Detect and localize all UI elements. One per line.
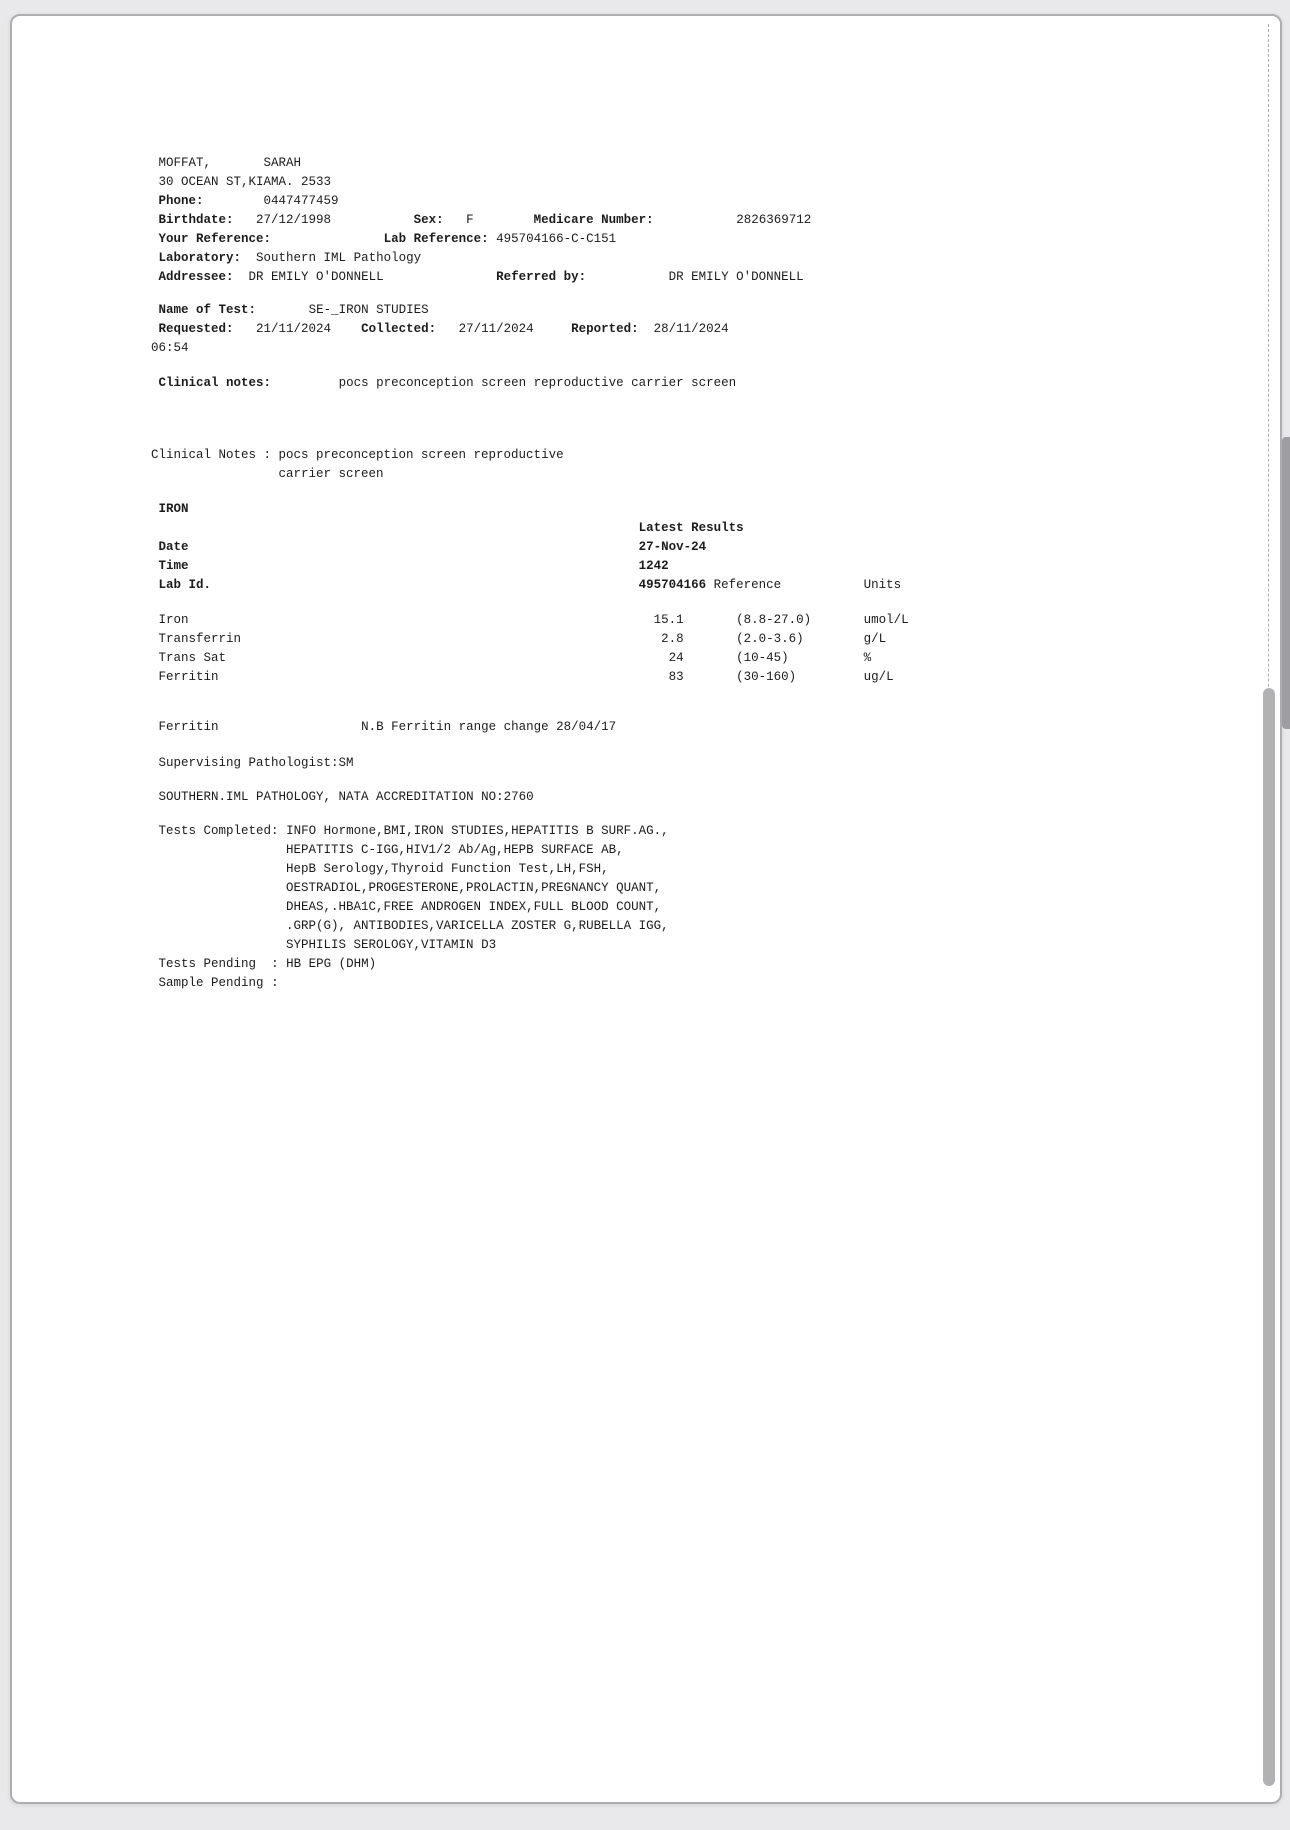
document-text: MOFFAT, xyxy=(158,156,212,170)
document-text: Phone: xyxy=(158,194,204,208)
document-text: 15.1 xyxy=(653,613,684,627)
document-text: Tests Completed: xyxy=(158,824,279,838)
document-text: OESTRADIOL,PROGESTERONE,PROLACTIN,PREGNANCY QUANT, xyxy=(286,881,662,895)
document-text: Sample Pending xyxy=(158,976,264,990)
document-text: N.B Ferritin range change 28/04/17 xyxy=(361,720,617,734)
document-text: 27/12/1998 xyxy=(256,213,332,227)
document-text: 0447477459 xyxy=(263,194,339,208)
document-text: Trans Sat xyxy=(158,651,227,665)
document-text: g/L xyxy=(863,632,887,646)
document-text: Clinical notes: xyxy=(158,376,272,390)
document-text: : xyxy=(271,976,279,990)
document-text: Referred by: xyxy=(496,270,587,284)
document-text: Requested: xyxy=(158,322,234,336)
document-text: ug/L xyxy=(863,670,894,684)
document-text: (8.8-27.0) xyxy=(736,613,812,627)
document-text: SOUTHERN.IML PATHOLOGY, NATA ACCREDITATION NO:2760 xyxy=(158,790,534,804)
document-text: SE-_IRON STUDIES xyxy=(308,303,429,317)
document-text: Laboratory: xyxy=(158,251,242,265)
report-card xyxy=(10,14,1282,1804)
document-text: 06:54 xyxy=(151,341,189,355)
document-text: Name of Test: xyxy=(158,303,257,317)
document-text: DHEAS,.HBA1C,FREE ANDROGEN INDEX,FULL BLOOD COUNT, xyxy=(286,900,662,914)
document-text: 30 OCEAN ST,KIAMA. 2533 xyxy=(158,175,332,189)
document-text: 495704166-C-C151 xyxy=(496,232,617,246)
document-text: Ferritin xyxy=(158,720,219,734)
document-text: 24 xyxy=(668,651,684,665)
document-text: Iron xyxy=(158,613,189,627)
document-text: SYPHILIS SEROLOGY,VITAMIN D3 xyxy=(286,938,497,952)
document-text: 21/11/2024 xyxy=(256,322,332,336)
document-text: umol/L xyxy=(863,613,909,627)
document-text: Medicare Number: xyxy=(533,213,654,227)
document-text: (2.0-3.6) xyxy=(736,632,804,646)
document-text: 2.8 xyxy=(661,632,684,646)
document-text: 1242 xyxy=(638,559,669,573)
document-text: HepB Serology,Thyroid Function Test,LH,FSH, xyxy=(286,862,609,876)
document-text: Your Reference: xyxy=(158,232,272,246)
document-text: Sex: xyxy=(413,213,444,227)
document-text: (30-160) xyxy=(736,670,797,684)
document-text: pocs preconception screen reproductive carrier screen xyxy=(338,376,737,390)
document-text: F xyxy=(466,213,474,227)
document-text: Tests Pending xyxy=(158,957,257,971)
document-text: Southern IML Pathology xyxy=(256,251,422,265)
document-text: SARAH xyxy=(263,156,302,170)
document-text: Clinical Notes : pocs preconception screen reproductive xyxy=(151,448,564,462)
document-text: Time xyxy=(158,559,189,573)
document-text: (10-45) xyxy=(736,651,789,665)
inner-scrollbar-thumb[interactable] xyxy=(1263,688,1275,1786)
document-text: DR EMILY O'DONNELL xyxy=(248,270,384,284)
document-text: HB EPG (DHM) xyxy=(286,957,377,971)
document-text: Collected: xyxy=(361,322,437,336)
document-text: Reported: xyxy=(571,322,639,336)
document-text: Latest Results xyxy=(638,521,744,535)
document-text: % xyxy=(863,651,872,665)
document-text: Transferrin xyxy=(158,632,242,646)
document-text: INFO Hormone,BMI,IRON STUDIES,HEPATITIS B SURF.AG., xyxy=(286,824,669,838)
scrollbar-thumb[interactable] xyxy=(1282,437,1290,729)
document-text: Reference xyxy=(713,578,782,592)
document-text: 83 xyxy=(668,670,684,684)
document-text: Addressee: xyxy=(158,270,234,284)
document-text: Supervising Pathologist:SM xyxy=(158,756,354,770)
document-text: 28/11/2024 xyxy=(653,322,729,336)
document-text: 495704166 xyxy=(638,578,707,592)
document-text: : xyxy=(271,957,279,971)
document-text: DR EMILY O'DONNELL xyxy=(668,270,804,284)
document-text: Ferritin xyxy=(158,670,219,684)
document-text: Lab Reference: xyxy=(383,232,489,246)
document-text: Lab Id. xyxy=(158,578,212,592)
document-text: 27/11/2024 xyxy=(458,322,534,336)
document-text: .GRP(G), ANTIBODIES,VARICELLA ZOSTER G,RUBELLA IGG, xyxy=(286,919,669,933)
document-text: Units xyxy=(863,578,902,592)
document-text: HEPATITIS C-IGG,HIV1/2 Ab/Ag,HEPB SURFACE AB, xyxy=(286,843,624,857)
document-text: Date xyxy=(158,540,189,554)
document-text: carrier screen xyxy=(278,467,384,481)
document-text: 27-Nov-24 xyxy=(638,540,707,554)
document-text: 2826369712 xyxy=(736,213,812,227)
document-text: Birthdate: xyxy=(158,213,234,227)
document-text: IRON xyxy=(158,502,189,516)
